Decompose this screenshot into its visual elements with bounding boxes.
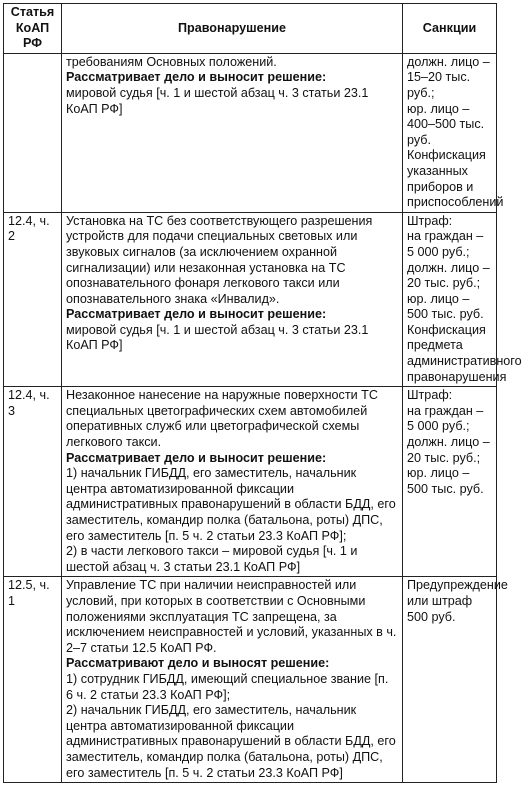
offense-text: мировой судья [ч. 1 и шестой абзац ч. 3 статьи 23.1 КоАП РФ] xyxy=(66,322,369,353)
header-row xyxy=(4,4,497,54)
article-cell: 12.5, ч. 1 xyxy=(4,577,62,783)
sanction-line: должн. лицо – 20 тыс. руб.; xyxy=(407,260,490,291)
table-row xyxy=(4,53,497,212)
sanctions-cell xyxy=(403,212,522,387)
offense-cell xyxy=(62,387,403,577)
offense-text: 2) в части легкового такси – мировой судья [ч. 1 и шестой абзац ч. 3 статьи 23.1 КоАП РФ] xyxy=(66,544,358,574)
decision-heading: Рассматривает дело и выносит решение: xyxy=(66,70,327,85)
offense-text: Управление ТС при наличии неисправностей или условий, при которых в соответствии с Основными положениями эксплуатация ТС запрещена, за исключением неисправностей и условий, указанных в ч. 2–7 статьи 12.5 КоАП РФ. xyxy=(66,578,397,655)
article-cell: 12.4, ч. 3 xyxy=(4,387,62,577)
offense-text: 1) сотрудник ГИБДД, имеющий специальное звание [п. 6 ч. 2 статьи 23.3 КоАП РФ]; xyxy=(66,671,389,702)
article-cell xyxy=(4,53,62,212)
decision-heading: Рассматривает дело и выносит решение: xyxy=(66,307,327,322)
header-sanctions: Санкции xyxy=(403,4,497,54)
table-row xyxy=(4,387,497,577)
sanctions-cell xyxy=(403,577,508,783)
offense-cell xyxy=(62,53,403,212)
table-row xyxy=(4,212,497,387)
offense-cell xyxy=(62,212,403,387)
offense-text: 1) начальник ГИБДД, его заместитель, начальник центра автоматизированной фиксации административных правонарушений в области БДД, его заместитель, командир полка (батальона, роты) ДПС, его заместитель [п. 5 ч. 2 статьи 23.3 КоАП РФ]; xyxy=(66,466,396,543)
law-table xyxy=(3,3,522,783)
article-cell: 12.4, ч. 2 xyxy=(4,212,62,387)
sanction-line: на граждан – 5 000 руб.; xyxy=(407,403,484,434)
sanction-line: юр. лицо – 500 тыс. руб. xyxy=(407,291,484,322)
offense-text: требованиям Основных положений. xyxy=(66,54,277,69)
offense-text: Установка на ТС без соответствующего разрешения устройств для подачи специальных световых или звуковых сигналов (за исключением охранной сигнализации) или незаконная установка на ТС опознавательного фонаря легкового такси или опознавательного знака «Инвалид». xyxy=(66,213,373,306)
sanction-line: Конфискация предмета административного правонарушения xyxy=(407,322,522,384)
header-article: Статья КоАП РФ xyxy=(4,4,62,54)
sanction-line: Предупреждение или штраф 500 руб. xyxy=(407,578,508,624)
sanction-line: на граждан – 5 000 руб.; xyxy=(407,229,484,259)
sanction-line: Штраф: xyxy=(407,388,453,403)
header-offense: Правонарушение xyxy=(62,4,403,54)
sanction-line: должн. лицо – 20 тыс. руб.; xyxy=(407,435,490,465)
offense-text: Незаконное нанесение на наружные поверхности ТС специальных цветографических схем автомобилей оперативных служб или цветографической схемы легкового такси. xyxy=(66,388,378,450)
table-row xyxy=(4,577,497,783)
offense-text: мировой судья [ч. 1 и шестой абзац ч. 3 статьи 23.1 КоАП РФ] xyxy=(66,85,369,116)
sanction-line: юр. лицо – 400–500 тыс. руб. xyxy=(407,101,485,147)
sanction-line: должн. лицо – 15–20 тыс. руб.; xyxy=(407,54,490,100)
sanction-line: Конфискация указанных приборов и приспособлений xyxy=(407,148,504,210)
offense-text: 2) начальник ГИБДД, его заместитель, начальник центра автоматизированной фиксации административных правонарушений в области БДД, его заместитель, командир полка (батальона, роты) ДПС, его заместитель [п. 5 ч. 2 статьи 23.3 КоАП РФ] xyxy=(66,703,396,780)
decision-heading: Рассматривают дело и выносят решение: xyxy=(66,656,330,671)
sanction-line: юр. лицо – 500 тыс. руб. xyxy=(407,466,484,496)
offense-cell xyxy=(62,577,403,783)
decision-heading: Рассматривает дело и выносит решение: xyxy=(66,450,327,465)
sanctions-cell xyxy=(403,387,497,577)
sanction-line: Штраф: xyxy=(407,213,453,228)
sanctions-cell xyxy=(403,53,504,212)
